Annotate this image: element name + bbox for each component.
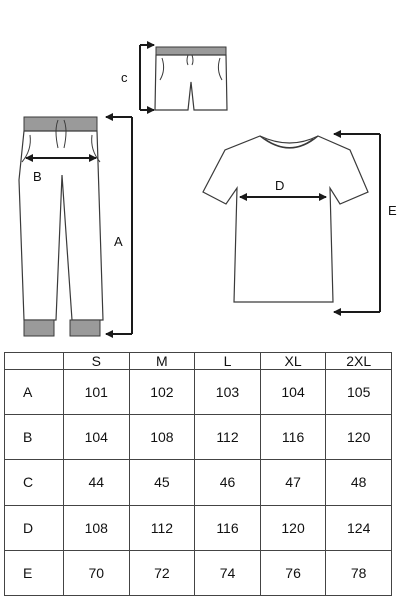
table-cell: 78: [326, 550, 392, 595]
table-cell: 105: [326, 370, 392, 415]
label-e: E: [388, 203, 397, 218]
table-row: [5, 370, 392, 415]
row-label: D: [5, 505, 64, 550]
label-d: D: [275, 178, 285, 193]
table-cell: 74: [195, 550, 261, 595]
table-cell: 44: [64, 460, 130, 505]
table-cell: 70: [64, 550, 130, 595]
table-cell: 112: [129, 505, 195, 550]
table-row: [5, 460, 392, 505]
table-cell: 108: [64, 505, 130, 550]
table-cell: 116: [195, 505, 261, 550]
table-row: [5, 550, 392, 595]
size-chart-table: [4, 352, 392, 596]
table-cell: 48: [326, 460, 392, 505]
shorts-measure-c: [140, 45, 154, 110]
row-label: C: [5, 460, 64, 505]
row-label: A: [5, 370, 64, 415]
row-label: E: [5, 550, 64, 595]
row-label: B: [5, 415, 64, 460]
table-row: [5, 505, 392, 550]
column-header: L: [195, 353, 261, 370]
table-corner-cell: [5, 353, 64, 370]
pants-measure-a: [106, 117, 132, 334]
table-cell: 72: [129, 550, 195, 595]
table-cell: 101: [64, 370, 130, 415]
table-cell: 47: [260, 460, 326, 505]
label-b: B: [33, 169, 42, 184]
column-header: S: [64, 353, 130, 370]
shorts-illustration: [155, 47, 227, 110]
pants-illustration: [19, 117, 103, 336]
table-cell: 103: [195, 370, 261, 415]
table-row: [5, 415, 392, 460]
table-cell: 102: [129, 370, 195, 415]
table-cell: 120: [260, 505, 326, 550]
table-cell: 112: [195, 415, 261, 460]
table-cell: 124: [326, 505, 392, 550]
table-cell: 46: [195, 460, 261, 505]
column-header: 2XL: [326, 353, 392, 370]
table-cell: 104: [260, 370, 326, 415]
table-cell: 116: [260, 415, 326, 460]
table-header-row: [5, 353, 392, 370]
tshirt-illustration: [203, 136, 368, 302]
table-cell: 104: [64, 415, 130, 460]
label-c: c: [121, 70, 128, 85]
column-header: M: [129, 353, 195, 370]
table-cell: 76: [260, 550, 326, 595]
table-cell: 45: [129, 460, 195, 505]
column-header: XL: [260, 353, 326, 370]
label-a: A: [114, 234, 123, 249]
table-cell: 108: [129, 415, 195, 460]
table-cell: 120: [326, 415, 392, 460]
